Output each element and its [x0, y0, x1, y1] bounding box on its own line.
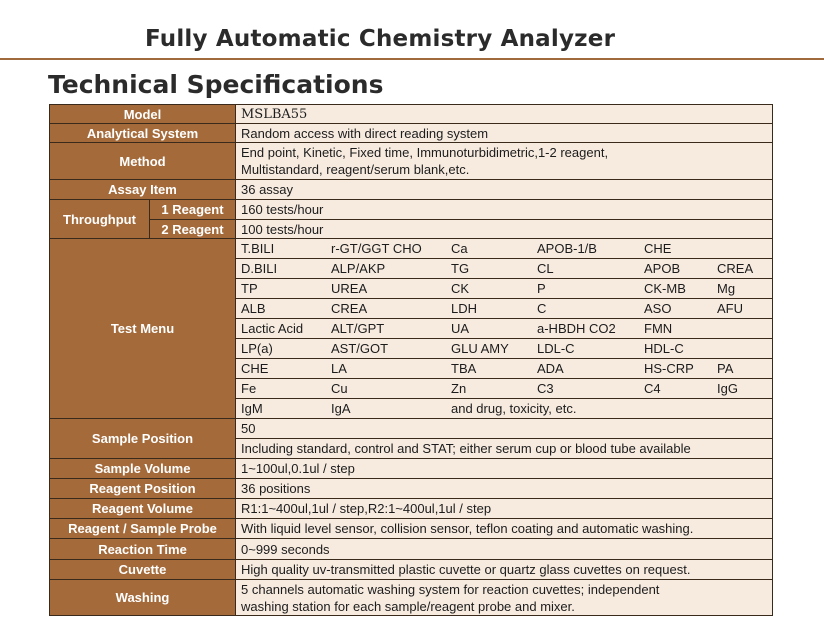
reaction-time-value: 0~999 seconds: [236, 539, 773, 560]
reagent-volume-value: R1:1~400ul,1ul / step,R2:1~400ul,1ul / step: [236, 499, 773, 519]
throughput-label: Throughput: [50, 200, 150, 239]
probe-label: Reagent / Sample Probe: [50, 519, 236, 539]
test-menu-item: Mg: [717, 281, 736, 296]
sample-position-note: Including standard, control and STAT; either serum cup or blood tube available: [236, 439, 773, 459]
test-menu-row: [236, 359, 773, 379]
test-menu-item: AFU: [717, 301, 743, 316]
test-menu-item: C3: [537, 381, 554, 396]
sample-position-label: Sample Position: [50, 419, 236, 459]
row-sample-position-1: [50, 419, 773, 439]
test-menu-item: CL: [537, 261, 554, 276]
test-menu-item: GLU AMY: [451, 341, 509, 356]
row-throughput-1: [50, 200, 773, 220]
test-menu-item: P: [537, 281, 546, 296]
washing-line-1: 5 channels automatic washing system for reaction cuvettes; independent: [241, 581, 660, 597]
section-heading: Technical Specifications: [48, 70, 384, 99]
test-menu-item: [717, 240, 772, 257]
test-menu-row: [236, 399, 773, 419]
test-menu-item: IgA: [331, 401, 351, 416]
test-menu-item: AST/GOT: [331, 341, 389, 356]
test-menu-item: ALT/GPT: [331, 321, 385, 336]
row-sample-volume: [50, 459, 773, 479]
test-menu-item: APOB-1/B: [537, 241, 597, 256]
model-label: Model: [50, 105, 236, 124]
test-menu-item: Fe: [241, 381, 257, 396]
row-method: [50, 143, 773, 180]
title-divider: [0, 58, 824, 60]
row-probe: [50, 519, 773, 539]
test-menu-item: HDL-C: [644, 341, 684, 356]
test-menu-item: D.BILI: [241, 261, 278, 276]
test-menu-item: Ca: [451, 241, 468, 256]
test-menu-item: C: [537, 301, 547, 316]
washing-label: Washing: [50, 580, 236, 616]
method-line-1: End point, Kinetic, Fixed time, Immunoturbidimetric,1-2 reagent,: [241, 145, 609, 160]
test-menu-item: C4: [644, 381, 661, 396]
row-assay-item: [50, 180, 773, 200]
test-menu-item: PA: [717, 361, 734, 376]
test-menu-item: TBA: [451, 361, 477, 376]
test-menu-item: FMN: [644, 321, 673, 336]
test-menu-item: ALB: [241, 301, 266, 316]
document-title: Fully Automatic Chemistry Analyzer: [145, 26, 616, 52]
method-value: [236, 143, 773, 180]
row-throughput-2: [50, 220, 773, 239]
test-menu-item: HS-CRP: [644, 361, 694, 376]
test-menu-item: CREA: [717, 261, 754, 276]
analytical-system-value: Random access with direct reading system: [236, 124, 773, 143]
method-line-2: Multistandard, reagent/serum blank,etc.: [241, 162, 470, 177]
test-menu-row: [236, 279, 773, 299]
row-model: [50, 105, 773, 124]
test-menu-item: TG: [451, 261, 470, 276]
throughput-2-reagent-value: 100 tests/hour: [236, 220, 773, 239]
sample-volume-label: Sample Volume: [50, 459, 236, 479]
test-menu-row: [236, 339, 773, 359]
reagent-position-label: Reagent Position: [50, 479, 236, 499]
sample-volume-value: 1~100ul,0.1ul / step: [236, 459, 773, 479]
test-menu-item: r-GT/GGT CHO: [331, 241, 422, 256]
row-reagent-position: [50, 479, 773, 499]
reagent-position-value: 36 positions: [236, 479, 773, 499]
test-menu-item: UREA: [331, 281, 368, 296]
reagent-volume-label: Reagent Volume: [50, 499, 236, 519]
row-analytical-system: [50, 124, 773, 143]
test-menu-item: ALP/AKP: [331, 261, 386, 276]
test-menu-row: [236, 259, 773, 279]
test-menu-item: CK-MB: [644, 281, 686, 296]
test-menu-item: T.BILI: [241, 241, 275, 256]
test-menu-item: CREA: [331, 301, 368, 316]
row-washing: [50, 580, 773, 616]
sample-position-value: 50: [236, 419, 773, 439]
assay-item-value: 36 assay: [236, 180, 773, 200]
test-menu-item: CHE: [644, 241, 672, 256]
spec-table: [49, 104, 773, 616]
row-reagent-volume: [50, 499, 773, 519]
test-menu-item: ADA: [537, 361, 564, 376]
test-menu-item: LA: [331, 361, 347, 376]
test-menu-item: and drug, toxicity, etc.: [451, 401, 577, 416]
test-menu-label: Test Menu: [50, 239, 236, 419]
test-menu-item: IgG: [717, 381, 738, 396]
test-menu-item: ASO: [644, 301, 672, 316]
probe-value: With liquid level sensor, collision sensor, teflon coating and automatic washing.: [236, 519, 773, 539]
washing-line-2: washing station for each sample/reagent probe and mixer.: [241, 598, 575, 614]
test-menu-item: LDH: [451, 301, 478, 316]
reaction-time-label: Reaction Time: [50, 539, 236, 560]
test-menu-item: [717, 320, 772, 337]
cuvette-label: Cuvette: [50, 560, 236, 580]
test-menu-item: [717, 340, 772, 357]
test-menu-row: [236, 239, 773, 259]
analytical-system-label: Analytical System: [50, 124, 236, 143]
throughput-2-reagent-label: 2 Reagent: [150, 220, 236, 239]
test-menu-item: Zn: [451, 381, 467, 396]
throughput-1-reagent-value: 160 tests/hour: [236, 200, 773, 220]
test-menu-item: CK: [451, 281, 470, 296]
test-menu-item: TP: [241, 281, 258, 296]
test-menu-item: CHE: [241, 361, 269, 376]
throughput-1-reagent-label: 1 Reagent: [150, 200, 236, 220]
test-menu-item: LP(a): [241, 341, 273, 356]
test-menu-item: Lactic Acid: [241, 321, 304, 336]
test-menu-row: [236, 319, 773, 339]
cuvette-value: High quality uv-transmitted plastic cuvette or quartz glass cuvettes on request.: [236, 560, 773, 580]
method-label: Method: [50, 143, 236, 180]
test-menu-item: APOB: [644, 261, 681, 276]
assay-item-label: Assay Item: [50, 180, 236, 200]
washing-value: [236, 580, 773, 616]
row-reaction-time: [50, 539, 773, 560]
test-menu-item: a-HBDH CO2: [537, 321, 616, 336]
test-menu-row: [236, 379, 773, 399]
test-menu-item: LDL-C: [537, 341, 575, 356]
test-menu-item: Cu: [331, 381, 348, 396]
row-cuvette: [50, 560, 773, 580]
test-menu-item: UA: [451, 321, 470, 336]
model-value: MSLBA55: [236, 105, 773, 124]
test-menu-row: [236, 299, 773, 319]
row-test-menu: [50, 239, 773, 259]
test-menu-item: IgM: [241, 401, 263, 416]
